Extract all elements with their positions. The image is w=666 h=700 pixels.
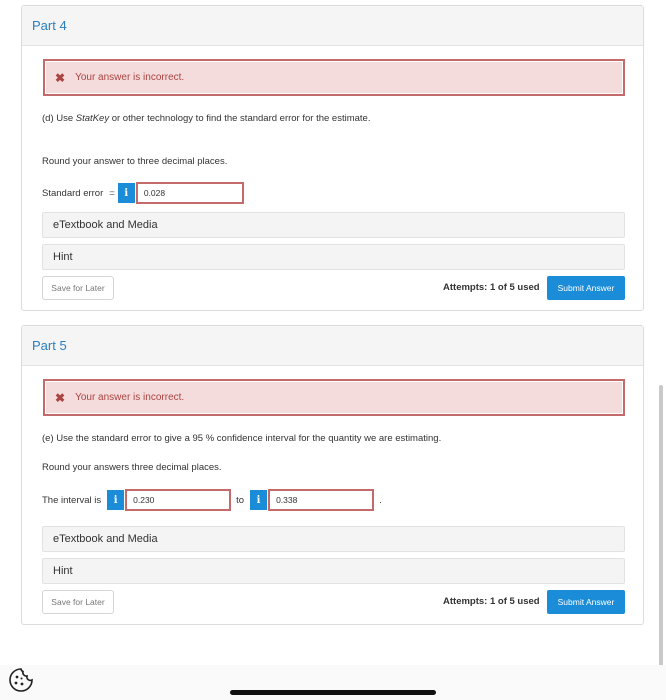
part-5-title: Part 5 [32,338,67,353]
part-5-answer-row [42,490,382,510]
to-label: to [236,494,245,506]
part-5-etextbook-toggle[interactable]: eTextbook and Media [42,526,625,552]
error-x-icon: ✖ [55,390,66,405]
part-4-etextbook-toggle[interactable]: eTextbook and Media [42,212,625,238]
part-4-question: (d) Use StatKey or other technology to find the standard error for the estimate. [42,113,371,124]
part-5-panel [21,325,644,625]
part-5-hint-toggle[interactable]: Hint [42,558,625,584]
part-4-submit-answer-button[interactable]: Submit Answer [547,276,625,300]
standard-error-input[interactable]: 0.028 [137,183,243,203]
part-4-round-instruction: Round your answer to three decimal places. [42,156,228,167]
interval-upper-input[interactable]: 0.338 [269,490,373,510]
info-icon[interactable]: i [107,490,124,510]
part-5-question: (e) Use the standard error to give a 95 % confidence interval for the quantity we are estimating. [42,433,442,444]
interval-label: The interval is [42,494,102,506]
part-4-header [22,6,643,46]
period: . [379,494,382,506]
equals-sign: = [109,187,115,199]
part-4-hint-toggle[interactable]: Hint [42,244,625,270]
standard-error-label: Standard error [42,187,104,199]
info-icon[interactable]: i [118,183,135,203]
part-4-save-for-later-button[interactable]: Save for Later [42,276,114,300]
part-4-answer-row [42,183,243,203]
part-4-title: Part 4 [32,18,67,33]
info-icon[interactable]: i [250,490,267,510]
interval-lower-input[interactable]: 0.230 [126,490,230,510]
part-4-attempts: Attempts: 1 of 5 used [443,282,540,293]
part-5-round-instruction: Round your answers three decimal places. [42,462,222,473]
part-4-error-alert [43,59,625,96]
part-5-submit-answer-button[interactable]: Submit Answer [547,590,625,614]
page-scrollbar[interactable] [659,385,663,685]
statkey-emphasis: StatKey [75,113,110,124]
part-5-attempts: Attempts: 1 of 5 used [443,596,540,607]
part-4-panel [21,5,644,311]
home-indicator [230,690,436,695]
cookie-settings-icon[interactable] [8,667,34,693]
part-4-error-text: Your answer is incorrect. [75,72,185,83]
part-5-header [22,326,643,366]
part-5-error-alert [43,379,625,416]
part-5-save-for-later-button[interactable]: Save for Later [42,590,114,614]
part-5-error-text: Your answer is incorrect. [75,392,185,403]
error-x-icon: ✖ [55,70,66,85]
